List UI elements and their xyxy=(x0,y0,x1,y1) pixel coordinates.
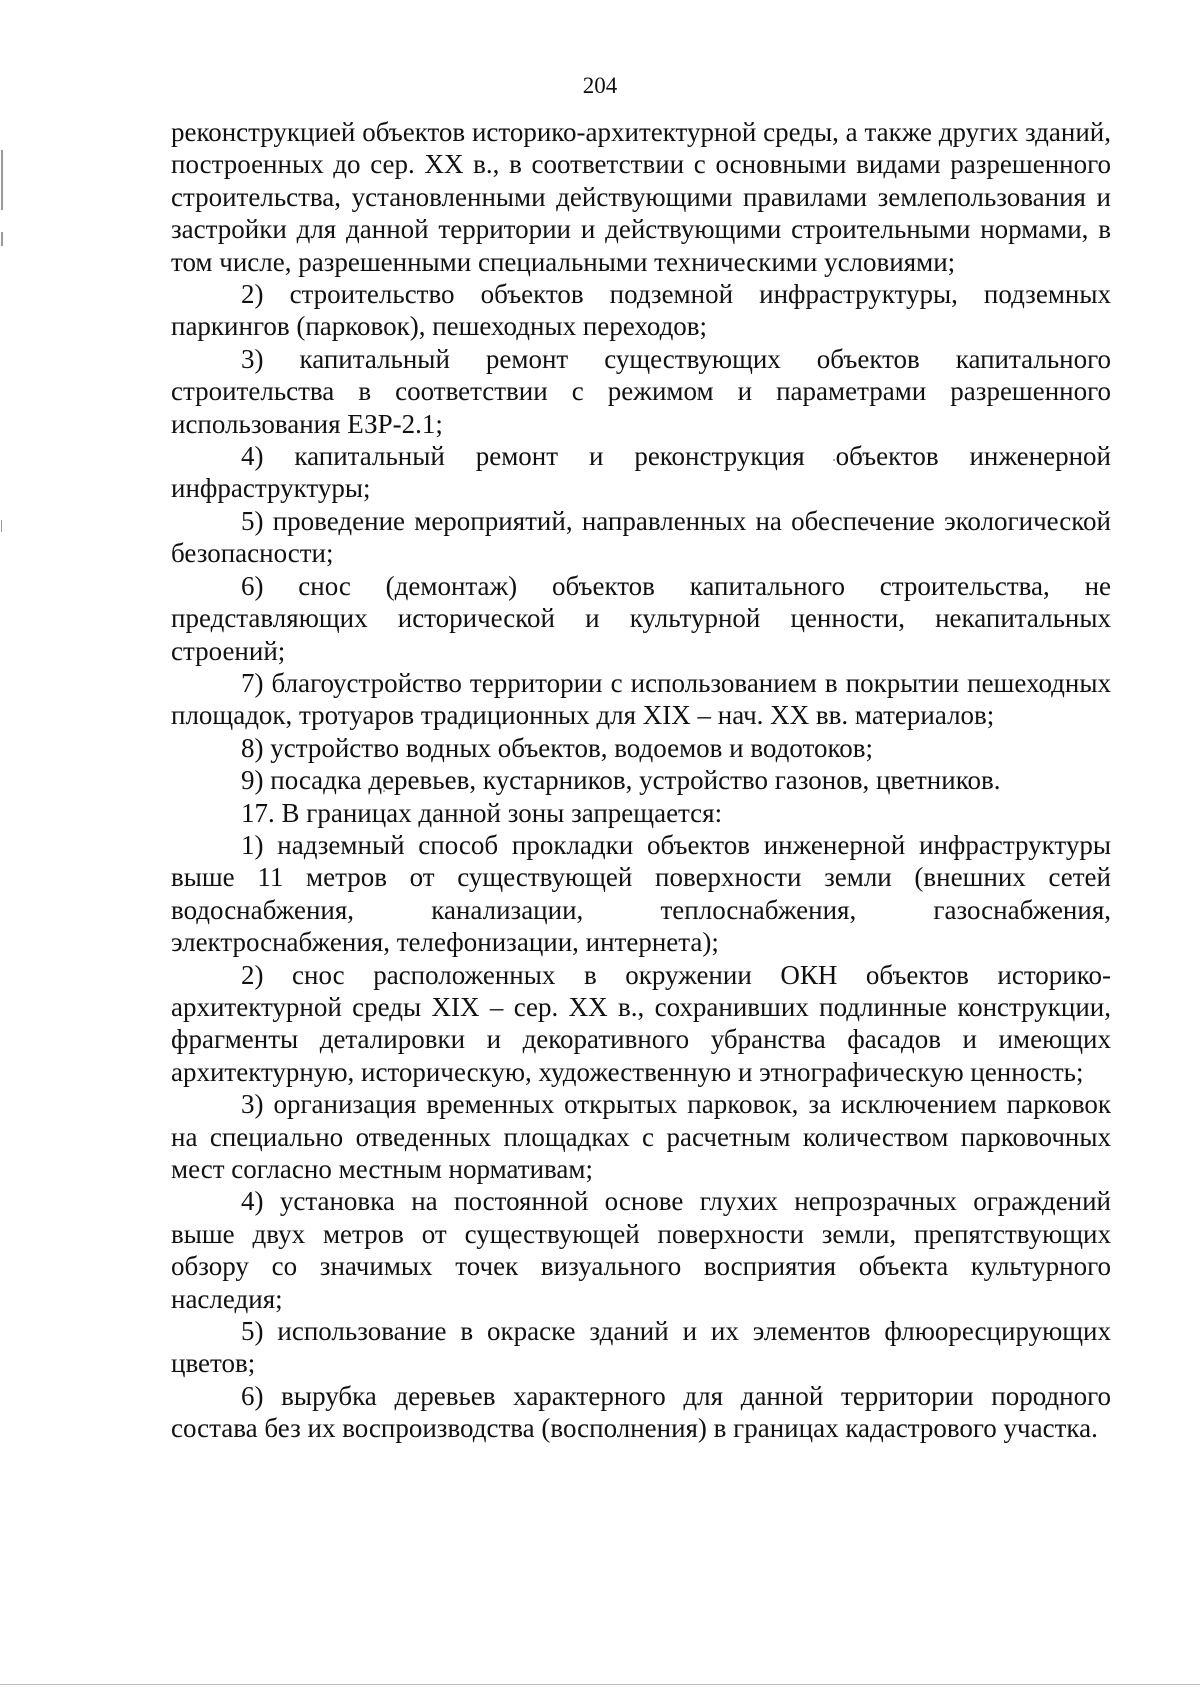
prohibited-item-temporary-parking: 3) организация временных открытых парковок, за исключением парковок на специально отведенных площадках с расчетным количеством парковочных мест согласно местным нормативам; xyxy=(171,1089,1111,1184)
page-number: 204 xyxy=(582,73,618,98)
list-item-demolition: 6) снос (демонтаж) объектов капитального строительства, не представляющих исторической и культурной ценности, некапитальных строений; xyxy=(171,570,1111,666)
prohibited-item-fluorescent-colors: 5) использование в окраске зданий и их элементов флюоресцирующих цветов; xyxy=(171,1316,1111,1379)
prohibited-item-demolition: 2) снос расположенных в окружении ОКН объектов историко-архитектурной среды XIX – сер. XX в., сохранивших подлинные конструкции, фрагменты деталировки и декоративного убранства фасадов и имеющих архитектурную, историческую, художественную и этнографическую ценность; xyxy=(171,959,1111,1087)
list-item-planting: 9) посадка деревьев, кустарников, устройство газонов, цветников. xyxy=(241,765,1001,796)
prohibited-item-tree-cutting: 6) вырубка деревьев характерного для данной территории породного состава без их воспроизводства (восполнения) в границах кадастрового участка. xyxy=(171,1380,1111,1444)
paragraph-continuation: реконструкцией объектов историко-архитектурной среды, а также других зданий, построенных до сер. XX в., в соответствии с основными видами разрешенного строительства, установленными действующими правилами землепользования и застройки для данной территории и действующими строительными нормами, в том числе, разрешенными специальными техническими условиями; xyxy=(171,117,1111,277)
prohibited-item-fences: 4) установка на постоянной основе глухих непрозрачных ограждений выше двух метров от существующей поверхности земли, препятствующих обзору со значимых точек визуального восприятия объекта культурного наследия; xyxy=(171,1186,1111,1314)
scan-edge-mark xyxy=(1,150,3,210)
list-item-capital-repair: 3) капитальный ремонт существующих объектов капитального строительства в соответствии с режимом и параметрами разрешенного использования ЕЗР-2.1; xyxy=(171,343,1111,439)
list-item-construction-underground: 2) строительство объектов подземной инфраструктуры, подземных паркингов (парковок), пешеходных переходов; xyxy=(171,279,1111,342)
list-item-landscaping: 7) благоустройство территории с использованием в покрытии пешеходных площадок, тротуаров традиционных для XIX – нач. XX вв. материалов; xyxy=(171,667,1111,731)
list-item-ecological-measures: 5) проведение мероприятий, направленных на обеспечение экологической безопасности; xyxy=(171,505,1111,569)
scan-bottom-edge xyxy=(0,1684,1200,1685)
list-item-water-objects: 8) устройство водных объектов, водоемов и водотоков; xyxy=(241,732,873,763)
document-body xyxy=(171,116,1111,1445)
scan-edge-mark xyxy=(1,232,3,246)
section-heading-prohibited: 17. В границах данной зоны запрещается: xyxy=(241,797,723,828)
list-item-engineering-repair: 4) капитальный ремонт и реконструкция объектов инженерной инфраструктуры; xyxy=(171,441,1111,504)
prohibited-item-overground-lines: 1) надземный способ прокладки объектов инженерной инфраструктуры выше 11 метров от существующей поверхности земли (внешних сетей водоснабжения, канализации, теплоснабжения, газоснабжения, электроснабжения, телефонизации, интернета); xyxy=(171,829,1111,958)
scan-edge-mark xyxy=(1,520,2,532)
